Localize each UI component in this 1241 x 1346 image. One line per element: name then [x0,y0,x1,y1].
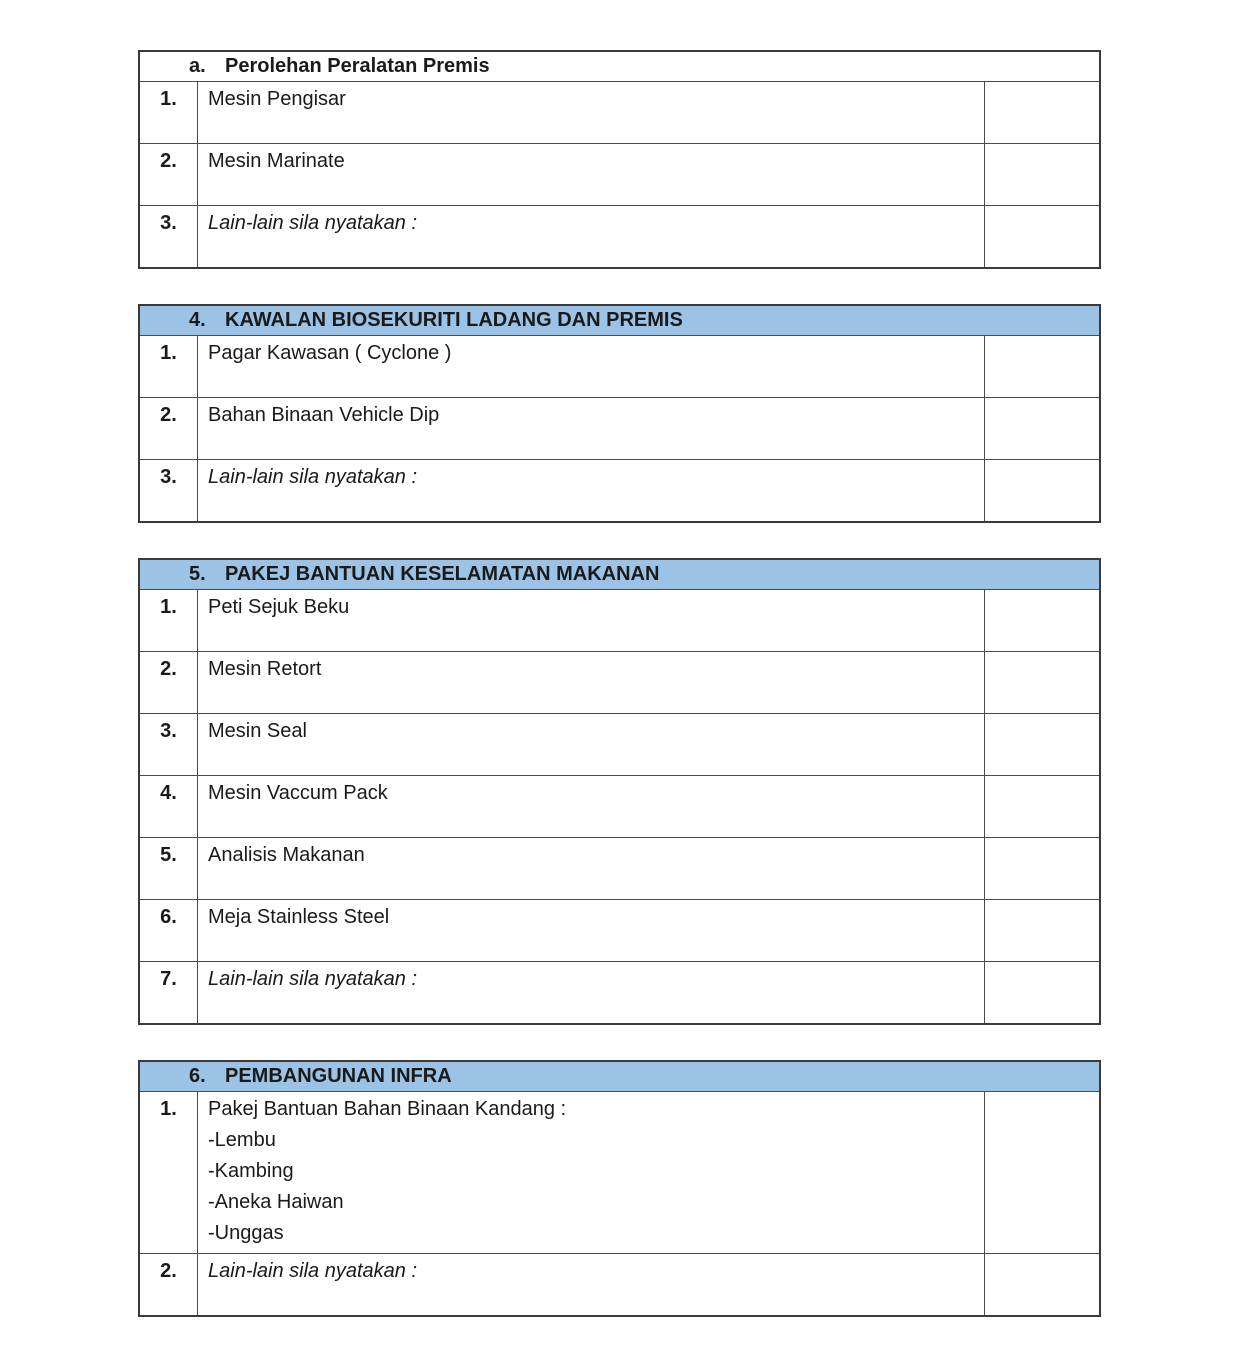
row-number-cell: 6. [140,900,198,961]
row-number-cell: 3. [140,206,198,267]
row-description-cell [198,776,984,837]
section-title: PAKEJ BANTUAN KESELAMATAN MAKANAN [225,563,660,585]
section-title: Perolehan Peralatan Premis [225,55,490,77]
section-header [140,560,1099,589]
section-header [140,52,1099,81]
row-description-cell [198,398,984,459]
row-description-cell [198,336,984,397]
row-text-line: Peti Sejuk Beku [208,596,350,618]
table-row [140,205,1099,267]
row-entry-cell [984,1092,1099,1253]
table-row [140,961,1099,1023]
row-entry-cell [984,460,1099,521]
form-section-table [138,50,1101,269]
section-title: PEMBANGUNAN INFRA [225,1065,452,1087]
table-row [140,713,1099,775]
form-section-table [138,304,1101,523]
row-text-line: Lain-lain sila nyatakan : [208,1260,418,1282]
section-number: 6. [189,1065,206,1087]
row-text-line: -Unggas [208,1222,284,1244]
row-text-line: -Aneka Haiwan [208,1191,344,1213]
row-text-line: Mesin Pengisar [208,88,346,110]
row-entry-cell [984,776,1099,837]
row-text-line: Lain-lain sila nyatakan : [208,466,418,488]
row-number-cell: 1. [140,590,198,651]
row-entry-cell [984,1254,1099,1315]
row-number-cell: 2. [140,398,198,459]
row-text-line: Lain-lain sila nyatakan : [208,212,418,234]
row-number-cell: 2. [140,652,198,713]
section-rows [140,81,1099,267]
row-entry-cell [984,900,1099,961]
row-number-cell: 3. [140,714,198,775]
row-description-cell [198,714,984,775]
table-row [140,397,1099,459]
section-number: a. [189,55,206,77]
row-description-cell [198,1092,984,1253]
form-tables [138,50,1101,1346]
row-text-line: -Kambing [208,1160,294,1182]
row-number-cell: 7. [140,962,198,1023]
row-text-line: Analisis Makanan [208,844,365,866]
row-entry-cell [984,838,1099,899]
row-text-line: Bahan Binaan Vehicle Dip [208,404,440,426]
row-number-cell: 2. [140,144,198,205]
row-description-cell [198,962,984,1023]
row-number-cell: 1. [140,82,198,143]
form-section-table [138,1060,1101,1317]
row-text-line: Mesin Retort [208,658,322,680]
row-entry-cell [984,590,1099,651]
row-description-cell [198,1254,984,1315]
row-number-cell: 4. [140,776,198,837]
section-title: KAWALAN BIOSEKURITI LADANG DAN PREMIS [225,309,683,331]
table-row [140,335,1099,397]
row-number-cell: 5. [140,838,198,899]
table-row [140,775,1099,837]
row-text-line: Meja Stainless Steel [208,906,390,928]
row-text-line: Pakej Bantuan Bahan Binaan Kandang : [208,1098,567,1120]
row-number-cell: 1. [140,1092,198,1253]
table-row [140,1091,1099,1253]
table-row [140,1253,1099,1315]
table-row [140,837,1099,899]
section-header [140,306,1099,335]
section-rows [140,1091,1099,1315]
row-entry-cell [984,962,1099,1023]
row-description-cell [198,590,984,651]
row-description-cell [198,460,984,521]
table-row [140,81,1099,143]
row-number-cell: 1. [140,336,198,397]
row-description-cell [198,838,984,899]
row-description-cell [198,900,984,961]
row-text-line: Mesin Marinate [208,150,345,172]
row-text-line: Pagar Kawasan ( Cyclone ) [208,342,452,364]
table-row [140,459,1099,521]
section-rows [140,589,1099,1023]
row-text-line: Lain-lain sila nyatakan : [208,968,418,990]
row-text-line: Mesin Seal [208,720,307,742]
form-section-table [138,558,1101,1025]
row-description-cell [198,652,984,713]
row-entry-cell [984,144,1099,205]
table-row [140,651,1099,713]
row-text-line: Mesin Vaccum Pack [208,782,388,804]
section-number: 4. [189,309,206,331]
table-row [140,143,1099,205]
row-number-cell: 3. [140,460,198,521]
table-row [140,899,1099,961]
row-entry-cell [984,652,1099,713]
row-text-line: -Lembu [208,1129,276,1151]
row-entry-cell [984,714,1099,775]
section-number: 5. [189,563,206,585]
row-entry-cell [984,206,1099,267]
row-description-cell [198,144,984,205]
row-number-cell: 2. [140,1254,198,1315]
table-row [140,589,1099,651]
row-entry-cell [984,82,1099,143]
row-entry-cell [984,398,1099,459]
row-description-cell [198,206,984,267]
row-entry-cell [984,336,1099,397]
section-rows [140,335,1099,521]
row-description-cell [198,82,984,143]
section-header [140,1062,1099,1091]
